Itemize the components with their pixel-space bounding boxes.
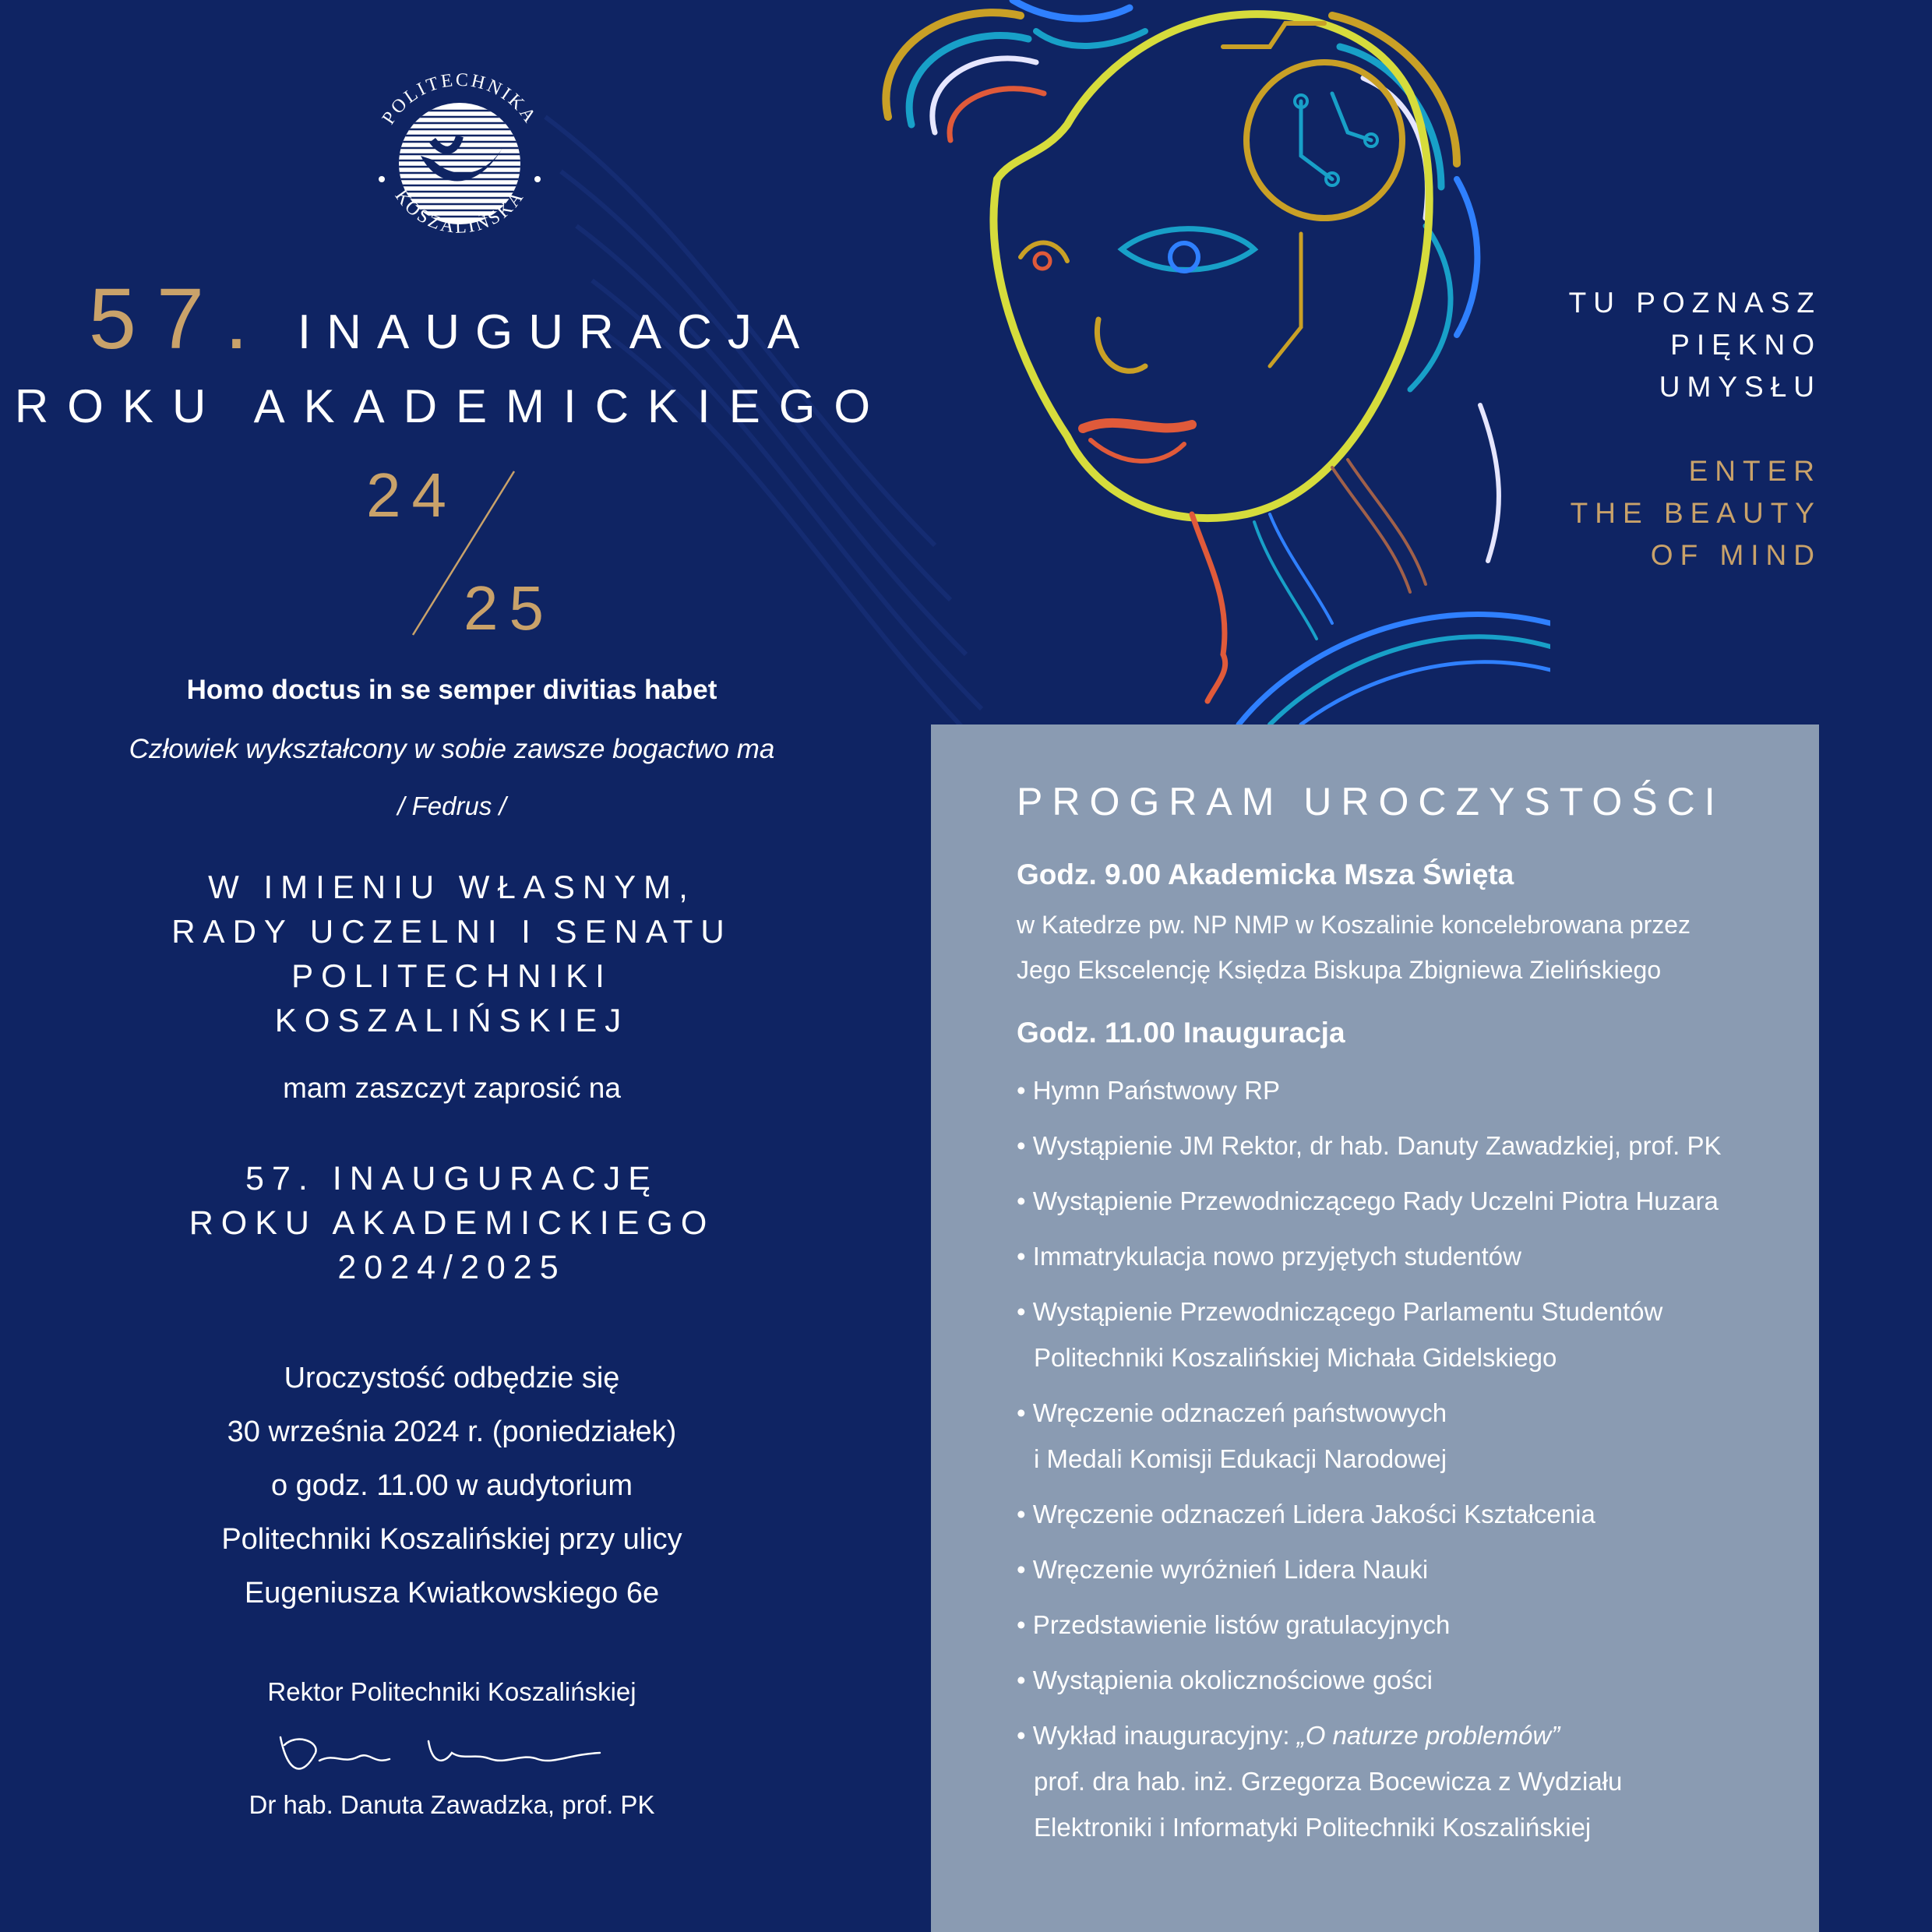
- rector-signature: [273, 1722, 608, 1784]
- list-item: • Wystąpienie Przewodniczącego Parlamentu Studentów Politechniki Koszalińskiej Michała Gidelskiego: [1017, 1297, 1663, 1372]
- lecture-speaker: prof. dra hab. inż. Grzegorza Bocewicza z Wydziału: [1034, 1767, 1623, 1796]
- invitation-line: KOSZALIŃSKIEJ: [274, 1002, 629, 1038]
- lecture-faculty: Elektroniki i Informatyki Politechniki Koszalińskiej: [1034, 1813, 1592, 1842]
- list-item: • Wystąpienie Przewodniczącego Rady Uczelni Piotra Huzara: [1017, 1186, 1719, 1215]
- mass-heading: Godz. 9.00 Akademicka Msza Święta: [1017, 858, 1514, 890]
- event-details: [0, 1352, 904, 1620]
- rector-name: Dr hab. Danuta Zawadzka, prof. PK: [249, 1790, 655, 1819]
- tagline-line: THE BEAUTY: [1570, 497, 1821, 529]
- list-item: • Wystąpienia okolicznościowe gości: [1017, 1666, 1433, 1694]
- event-block: [0, 1157, 904, 1290]
- title-line2: ROKU AKADEMICKIEGO: [14, 380, 890, 432]
- list-item: • Immatrykulacja nowo przyjętych studentów: [1017, 1242, 1521, 1271]
- motto-author: / Fedrus /: [397, 791, 506, 820]
- title-number: 57.: [88, 271, 269, 367]
- event-line: 2024/2025: [337, 1249, 566, 1286]
- event-line: ROKU AKADEMICKIEGO: [189, 1204, 715, 1242]
- detail-line: Eugeniusza Kwiatkowskiego 6e: [244, 1577, 660, 1609]
- year-start: 24: [366, 460, 457, 530]
- invitation-line: POLITECHNIKI: [291, 957, 612, 994]
- tagline-line: OF MIND: [1650, 539, 1821, 571]
- title-line1: INAUGURACJA: [297, 305, 816, 359]
- list-item: • Wręczenie odznaczeń państwowych i Medali Komisji Edukacji Narodowej: [1017, 1398, 1447, 1473]
- tagline-polish: [1569, 282, 1821, 408]
- detail-line: 30 września 2024 r. (poniedziałek): [227, 1416, 677, 1448]
- logo-ring-bottom: KOSZALIŃSKA: [390, 185, 529, 238]
- year-end: 25: [464, 573, 555, 643]
- list-item-lecture: [1017, 1712, 1796, 1850]
- tagline-english: [1571, 450, 1821, 576]
- logo-ring-top: POLITECHNIKA: [378, 69, 541, 129]
- list-item: • Wręczenie odznaczeń Lidera Jakości Kształcenia: [1017, 1500, 1595, 1528]
- lecture-prefix: • Wykład inauguracyjny:: [1017, 1721, 1297, 1750]
- lecture-title: „O naturze problemów”: [1296, 1721, 1560, 1750]
- main-title: [0, 271, 904, 442]
- portrait-illustration: [865, 0, 1550, 724]
- detail-line: Politechniki Koszalińskiej przy ulicy: [221, 1523, 682, 1556]
- inauguration-heading: Godz. 11.00 Inauguracja: [1017, 1017, 1345, 1049]
- program-title: PROGRAM UROCZYSTOŚCI: [1017, 780, 1725, 823]
- invitation-sub: mam zaszczyt zaprosić na: [283, 1072, 621, 1104]
- tagline-line: PIĘKNO: [1670, 329, 1821, 361]
- mass-description: [1017, 902, 1690, 992]
- university-logo: [358, 62, 561, 265]
- invitation-line: RADY UCZELNI I SENATU: [171, 913, 732, 950]
- tagline-line: UMYSŁU: [1659, 371, 1821, 403]
- mass-line: Jego Ekscelencję Księdza Biskupa Zbigniewa Zielińskiego: [1017, 956, 1662, 984]
- tagline-line: ENTER: [1688, 455, 1821, 487]
- rector-label: Rektor Politechniki Koszalińskiej: [267, 1677, 636, 1706]
- list-item: • Hymn Państwowy RP: [1017, 1076, 1280, 1105]
- event-line: 57. INAUGURACJĘ: [245, 1160, 658, 1197]
- list-item: • Wręczenie wyróżnień Lidera Nauki: [1017, 1555, 1429, 1584]
- invitation-line: W IMIENIU WŁASNYM,: [208, 869, 696, 905]
- program-panel: [931, 724, 1819, 1932]
- tagline-line: TU POZNASZ: [1568, 287, 1821, 319]
- mass-line: w Katedrze pw. NP NMP w Koszalinie koncelebrowana przez: [1017, 911, 1691, 939]
- list-item: • Przedstawienie listów gratulacyjnych: [1017, 1610, 1451, 1639]
- detail-line: Uroczystość odbędzie się: [284, 1362, 620, 1394]
- motto-latin: Homo doctus in se semper divitias habet: [186, 675, 717, 705]
- motto-polish: Człowiek wykształcony w sobie zawsze bogactwo ma: [129, 734, 775, 764]
- program-items: [1017, 1067, 1796, 1860]
- detail-line: o godz. 11.00 w audytorium: [270, 1469, 633, 1502]
- invitation-block: [0, 865, 904, 1042]
- list-item: • Wystąpienie JM Rektor, dr hab. Danuty Zawadzkiej, prof. PK: [1017, 1131, 1722, 1160]
